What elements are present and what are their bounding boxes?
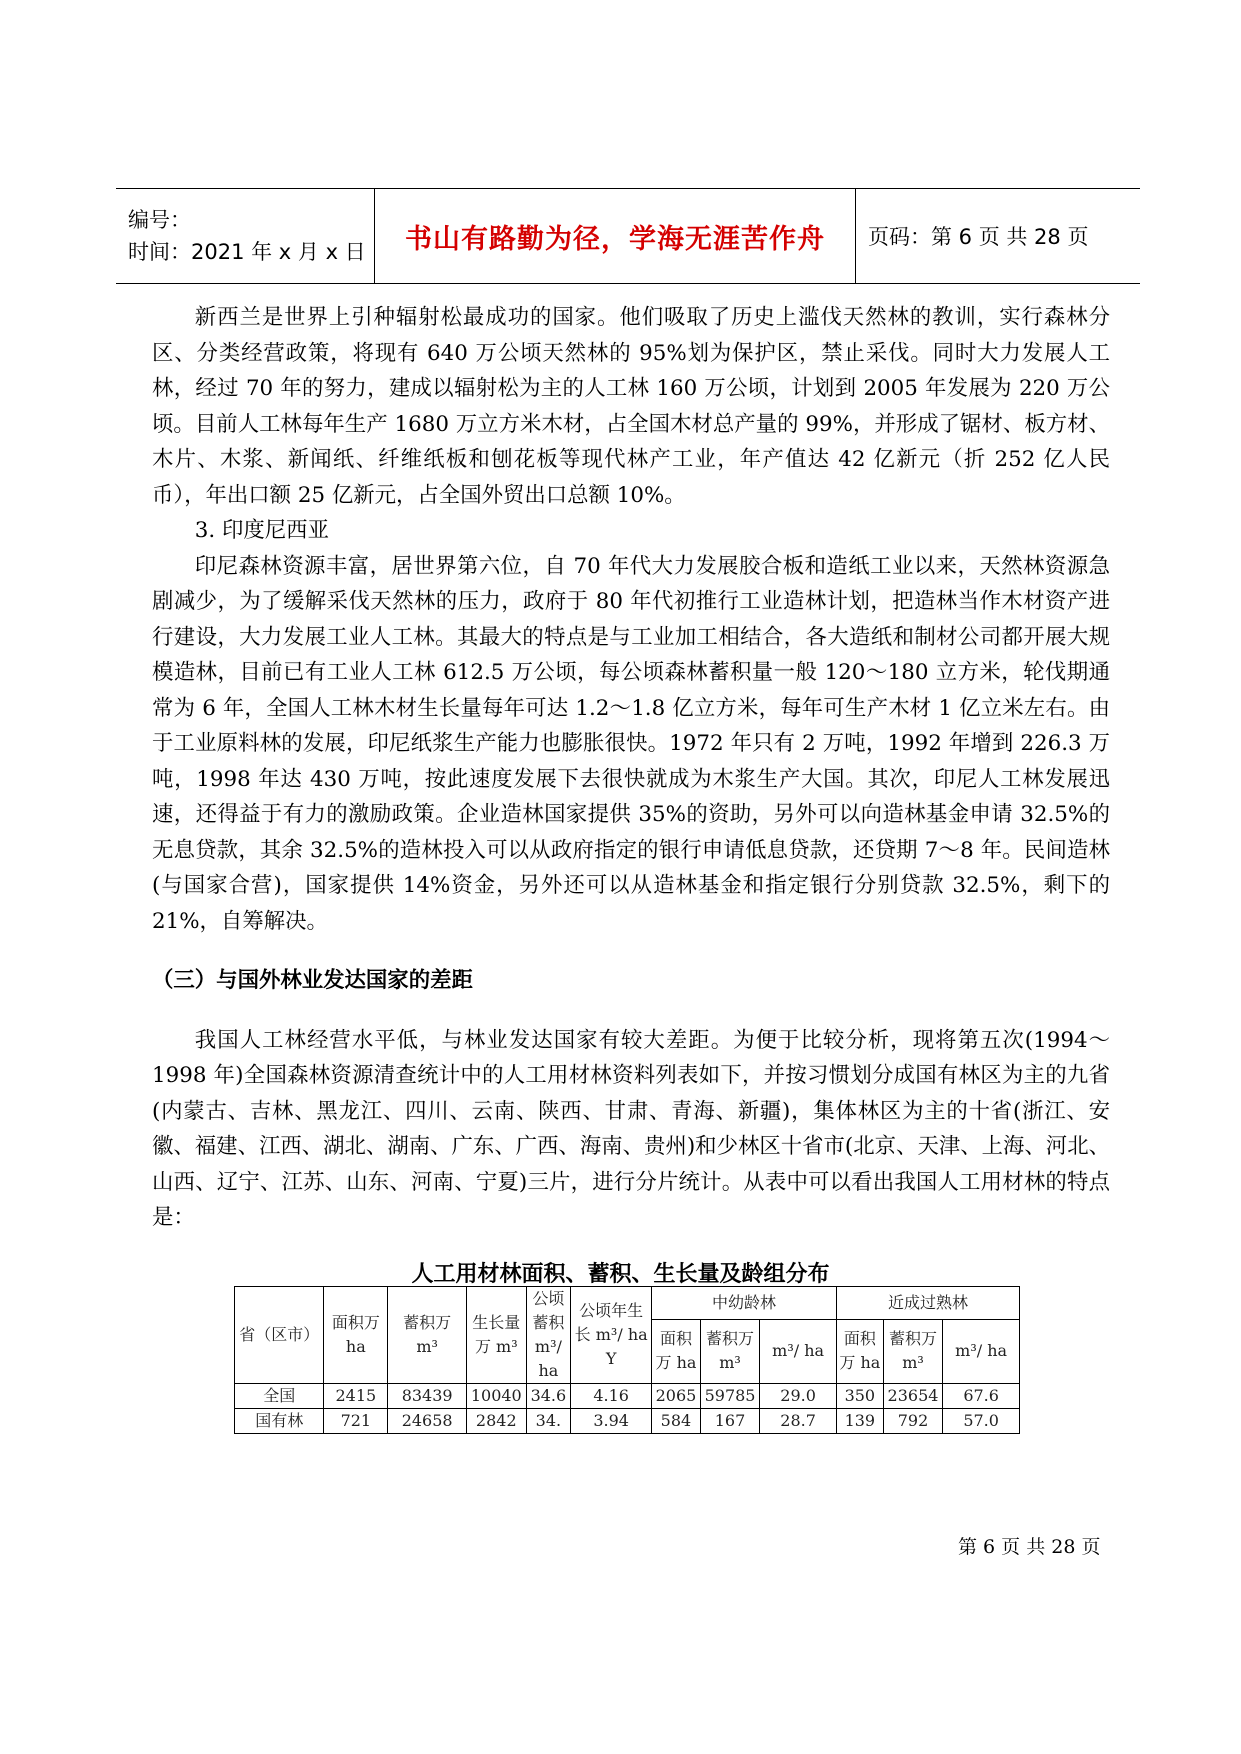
page-footer: 第 6 页 共 28 页	[958, 1536, 1101, 1558]
subheader-mature-volume: 蓄积万 m³	[883, 1319, 943, 1383]
cell-per-ha-volume: 34.6	[526, 1384, 571, 1409]
header-per-ha-volume: 公顷蓄积 m³/ ha	[526, 1287, 571, 1384]
table-header-row	[235, 1287, 1020, 1320]
cell-volume: 83439	[388, 1384, 467, 1409]
subheading-indonesia: 3. 印度尼西亚	[194, 518, 329, 543]
header-growth: 生长量万 m³	[467, 1287, 527, 1384]
header-area: 面积万 ha	[324, 1287, 388, 1384]
cell-growth: 2842	[467, 1409, 527, 1434]
header-motto: 书山有路勤为径，学海无涯苦作舟	[374, 189, 856, 283]
cell-young-area: 584	[652, 1409, 701, 1434]
header-group-young: 中幼龄林	[652, 1287, 837, 1320]
cell-young-ratio: 29.0	[760, 1384, 837, 1409]
cell-young-area: 2065	[652, 1384, 701, 1409]
cell-area: 721	[324, 1409, 388, 1434]
subheader-mature-area: 面积万 ha	[836, 1319, 883, 1383]
cell-young-volume: 59785	[700, 1384, 760, 1409]
header-number-label: 编号：	[128, 208, 191, 232]
paragraph-comparison: 我国人工林经营水平低，与林业发达国家有较大差距。为便于比较分析，现将第五次(1994～1998 年)全国森林资源清查统计中的人工用材林资料列表如下，并按习惯划分成国有林区为主的九省(内蒙古、吉林、黑龙江、四川、云南、陕西、甘肃、青海、新疆)，集体林区为主的十省(浙江、安徽、福建、江西、湖北、湖南、广东、广西、海南、贵州)和少林区十省市(北京、天津、上海、河北、山西、辽宁、江苏、山东、河南、宁夏)三片，进行分片统计。从表中可以看出我国人工用材林的特点是：	[152, 1027, 1110, 1230]
cell-young-volume: 167	[700, 1409, 760, 1434]
cell-growth: 10040	[467, 1384, 527, 1409]
header-volume: 蓄积万 m³	[388, 1287, 467, 1384]
page-header	[116, 188, 1140, 284]
cell-mature-ratio: 67.6	[943, 1384, 1020, 1409]
cell-per-ha-volume: 34.	[526, 1409, 571, 1434]
paragraph-new-zealand: 新西兰是世界上引种辐射松最成功的国家。他们吸取了历史上滥伐天然林的教训，实行森林分区、分类经营政策，将现有 640 万公顷天然林的 95%划为保护区，禁止采伐。同时大力发展人工林，经过 70 年的努力，建成以辐射松为主的人工林 160 万公顷，计划到 2005 年发展为 220 万公顷。目前人工林每年生产 1680 万立方米木材，占全国木材总产量的 99%，并形成了锯材、板方材、木片、木浆、新闻纸、纤维纸板和刨花板等现代林产工业，年产值达 42 亿新元（折 252 亿人民币），年出口额 25 亿新元，占全国外贸出口总额 10%。	[152, 305, 1110, 508]
header-group-mature: 近成过熟林	[836, 1287, 1019, 1320]
cell-mature-area: 350	[836, 1384, 883, 1409]
cell-name: 国有林	[235, 1409, 324, 1434]
cell-name: 全国	[235, 1384, 324, 1409]
header-per-ha-growth: 公顷年生长 m³/ ha Y	[571, 1287, 652, 1384]
document-body	[152, 300, 1110, 1236]
header-time-label: 时间：2021 年 x 月 x 日	[128, 240, 366, 264]
section-heading: （三）与国外林业发达国家的差距	[152, 968, 473, 993]
table-title: 人工用材林面积、蓄积、生长量及龄组分布	[411, 1262, 830, 1287]
header-province: 省（区市）	[235, 1287, 324, 1384]
paragraph-indonesia: 印尼森林资源丰富，居世界第六位，自 70 年代大力发展胶合板和造纸工业以来，天然林资源急剧减少，为了缓解采伐天然林的压力，政府于 80 年代初推行工业造林计划，把造林当作木材资产进行建设，大力发展工业人工林。其最大的特点是与工业加工相结合，各大造纸和制材公司都开展大规模造林，目前已有工业人工林 612.5 万公顷，每公顷森林蓄积量一般 120～180 立方米，轮伐期通常为 6 年，全国人工林木材生长量每年可达 1.2～1.8 亿立方米，每年可生产木材 1 亿立米左右。由于工业原料林的发展，印尼纸浆生产能力也膨胀很快。1972 年只有 2 万吨，1992 年增到 226.3 万吨，1998 年达 430 万吨，按此速度发展下去很快就成为木浆生产大国。其次，印尼人工林发展迅速，还得益于有力的激励政策。企业造林国家提供 35%的资助，另外可以向造林基金申请 32.5%的无息贷款，其余 32.5%的造林投入可以从政府指定的银行申请低息贷款，还贷期 7～8 年。民间造林(与国家合营)，国家提供 14%资金，另外还可以从造林基金和指定银行分别贷款 32.5%，剩下的 21%，自筹解决。	[152, 553, 1110, 934]
cell-volume: 24658	[388, 1409, 467, 1434]
cell-mature-area: 139	[836, 1409, 883, 1434]
subheader-young-volume: 蓄积万 m³	[700, 1319, 760, 1383]
cell-mature-volume: 792	[883, 1409, 943, 1434]
table-row	[235, 1384, 1020, 1409]
header-page-info: 页码：第 6 页 共 28 页	[868, 225, 1089, 249]
cell-per-ha-growth: 4.16	[571, 1384, 652, 1409]
cell-area: 2415	[324, 1384, 388, 1409]
header-meta	[116, 189, 374, 283]
cell-young-ratio: 28.7	[760, 1409, 837, 1434]
cell-mature-volume: 23654	[883, 1384, 943, 1409]
table-row	[235, 1409, 1020, 1434]
subheader-young-ratio: m³/ ha	[760, 1319, 837, 1383]
subheader-mature-ratio: m³/ ha	[943, 1319, 1020, 1383]
subheader-young-area: 面积万 ha	[652, 1319, 701, 1383]
cell-per-ha-growth: 3.94	[571, 1409, 652, 1434]
forest-data-table	[234, 1286, 1020, 1434]
cell-mature-ratio: 57.0	[943, 1409, 1020, 1434]
